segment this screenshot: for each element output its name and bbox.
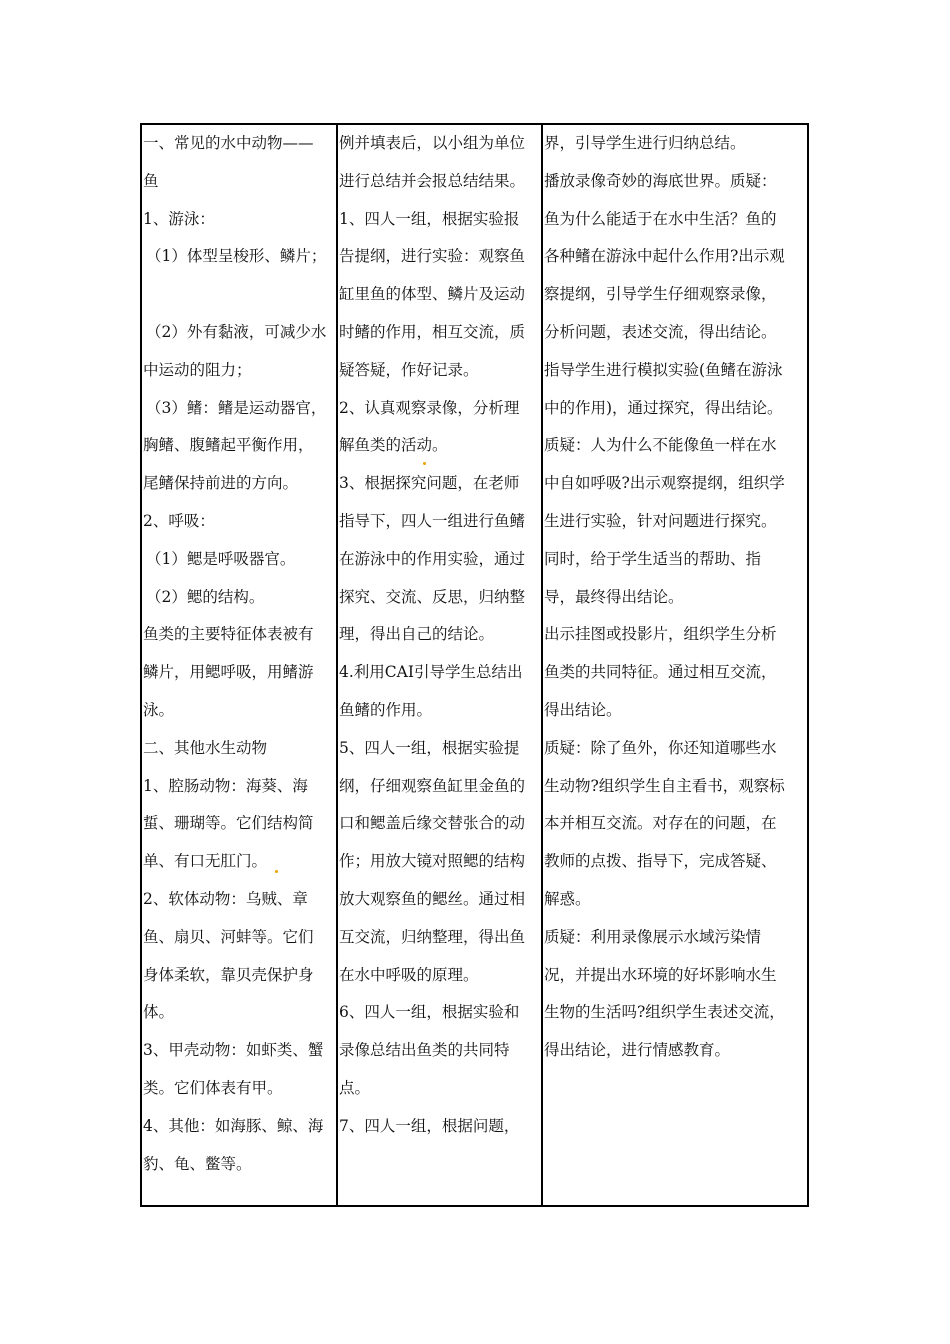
col3-line: 生物的生活吗?组织学生表述交流， [544, 1003, 785, 1022]
col1-line: 身体柔软，靠贝壳保护身 [143, 965, 314, 984]
col1-line: 类。它们体表有甲。 [143, 1078, 283, 1097]
col1-line: 鱼 [143, 171, 159, 190]
col3-line: 解惑。 [544, 889, 591, 908]
col1-line: 2、呼吸： [143, 511, 215, 530]
col3-line: 导，最终得出结论。 [544, 587, 684, 606]
col3-line: 质疑：除了鱼外，你还知道哪些水 [544, 738, 777, 757]
col3-line: 教师的点拨、指导下，完成答疑、 [544, 852, 777, 871]
col1-line: 豹、龟、鳖等。 [143, 1154, 252, 1173]
col2-line: 在水中呼吸的原理。 [339, 965, 479, 984]
col3-line: 各种鳍在游泳中起什么作用?出示观 [544, 247, 785, 266]
col1-line: 胸鳍、腹鳍起平衡作用， [143, 436, 314, 455]
col2-line: 作；用放大镜对照鳃的结构 [339, 852, 526, 871]
col2-line: 例并填表后，以小组为单位 [339, 134, 526, 152]
col3-line: 生动物?组织学生自主看书，观察标 [544, 776, 785, 795]
col2-line: 3、根据探究问题，在老师 [339, 474, 520, 493]
col1-line: （3）鳍：鳍是运动器官， [146, 398, 327, 417]
col1-line: 4、其他：如海豚、鲸、海 [143, 1116, 324, 1135]
col3-line: 出示挂图或投影片，组织学生分析 [544, 625, 777, 644]
col3-line: 得出结论，进行情感教育。 [544, 1041, 731, 1060]
col1-line: （1）体型呈梭形、鳞片； [146, 247, 327, 266]
col3-line: 生进行实验，针对问题进行探究。 [544, 511, 777, 530]
col3-line: 况，并提出水环境的好坏影响水生 [544, 965, 777, 984]
column-teacher-activity [543, 125, 807, 1205]
col2-line: 疑答疑，作好记录。 [339, 360, 479, 379]
col1-line: 蜇、珊瑚等。它们结构简 [143, 814, 314, 833]
col1-line: 一、常见的水中动物—— [143, 134, 314, 152]
col3-line: 中自如呼吸?出示观察提纲，组织学 [544, 474, 785, 493]
col3-line: 界，引导学生进行归纳总结。 [544, 134, 746, 152]
col2-line: 纲，仔细观察鱼缸里金鱼的 [339, 776, 526, 795]
col3-line: 鱼类的共同特征。通过相互交流， [544, 663, 777, 682]
column-student-activity [338, 125, 543, 1205]
col1-line: （2）鳃的结构。 [146, 587, 265, 606]
col2-line: 探究、交流、反思，归纳整 [339, 587, 526, 606]
col1-line: 二、其他水生动物 [143, 738, 268, 757]
col3-line: 得出结论。 [544, 700, 622, 719]
col3-line: 质疑：利用录像展示水域污染情 [544, 927, 762, 946]
col3-line: 察提纲，引导学生仔细观察录像， [544, 285, 777, 304]
col2-line: 时鳍的作用，相互交流，质 [339, 322, 526, 341]
col1-line: 2、软体动物：乌贼、章 [143, 889, 308, 908]
col2-line: 口和鳃盖后缘交替张合的动 [339, 814, 526, 833]
column-content [142, 125, 338, 1205]
col1-line: 体。 [143, 1003, 175, 1022]
col2-line: 解鱼类的活动。 [339, 436, 448, 455]
col2-line: 告提纲，进行实验：观察鱼 [339, 247, 526, 266]
col1-line: 1、腔肠动物：海葵、海 [143, 776, 308, 795]
col3-line: 质疑：人为什么不能像鱼一样在水 [544, 436, 777, 455]
col2-line: 鱼鳍的作用。 [339, 700, 433, 719]
col3-line: 本并相互交流。对存在的问题，在 [544, 814, 777, 833]
col2-line: 6、四人一组，根据实验和 [339, 1003, 520, 1022]
col1-line: 尾鳍保持前进的方向。 [143, 474, 299, 493]
col1-line: 鱼、扇贝、河蚌等。它们 [143, 927, 314, 946]
col1-line: 1、游泳： [143, 209, 215, 228]
col2-line: 互交流，归纳整理，得出鱼 [339, 927, 526, 946]
col3-line: 播放录像奇妙的海底世界。质疑： [544, 171, 777, 190]
col3-line: 指导学生进行模拟实验(鱼鳍在游泳 [544, 360, 783, 379]
col2-line: 1、四人一组，根据实验报 [339, 209, 520, 228]
col2-line: 7、四人一组，根据问题， [339, 1116, 520, 1135]
col1-line: 鳞片，用鳃呼吸，用鳍游 [143, 663, 314, 682]
col2-line: 点。 [339, 1078, 371, 1097]
lesson-table [140, 123, 809, 1207]
col2-line: 放大观察鱼的鳃丝。通过相 [339, 889, 526, 908]
col1-line: 中运动的阻力； [143, 360, 252, 379]
col1-line: 单、有口无肛门。 [143, 852, 268, 871]
col2-line: 2、认真观察录像，分析理 [339, 398, 520, 417]
col2-line: 进行总结并会报总结结果。 [339, 171, 526, 190]
decorative-dot [275, 870, 278, 873]
decorative-dot [423, 462, 426, 465]
col2-line: 4.利用CAI引导学生总结出 [339, 663, 523, 682]
col1-line: （1）鳃是呼吸器官。 [146, 549, 296, 568]
col2-line: 在游泳中的作用实验，通过 [339, 549, 526, 568]
col1-line: 鱼类的主要特征体表被有 [143, 625, 314, 644]
col2-line: 缸里鱼的体型、鳞片及运动 [339, 285, 526, 304]
col3-line: 分析问题，表述交流，得出结论。 [544, 322, 777, 341]
col3-line: 中的作用)，通过探究，得出结论。 [544, 398, 783, 417]
col1-line: 泳。 [143, 700, 175, 719]
col2-line: 理，得出自己的结论。 [339, 625, 495, 644]
col2-line: 指导下，四人一组进行鱼鳍 [339, 511, 526, 530]
col2-line: 5、四人一组，根据实验提 [339, 738, 520, 757]
col1-line [142, 276, 336, 314]
col2-line: 录像总结出鱼类的共同特 [339, 1041, 510, 1060]
col1-line: 3、甲壳动物：如虾类、蟹 [143, 1041, 324, 1060]
col3-line: 鱼为什么能适于在水中生活？鱼的 [544, 209, 777, 228]
col1-line: （2）外有黏液，可减少水 [146, 322, 327, 341]
col3-line: 同时，给于学生适当的帮助、指 [544, 549, 762, 568]
